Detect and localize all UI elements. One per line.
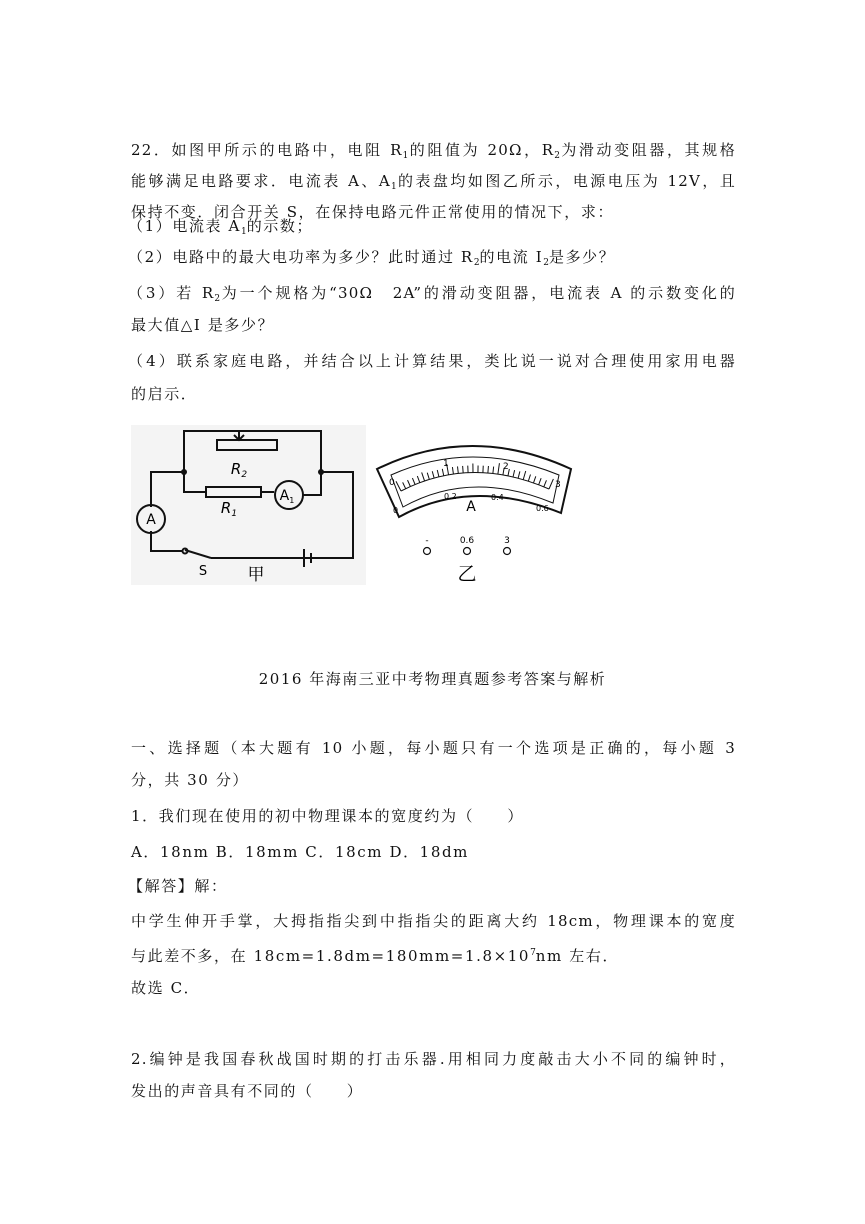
q2-stem-line-1: 2.编钟是我国春秋战国时期的打击乐器.用相同力度敲击大小不同的编钟时， (131, 1050, 736, 1068)
terminal-0.6-label: 0.6 (459, 536, 475, 546)
a-label: A (146, 512, 156, 528)
r2-label: $R_2$ (230, 460, 248, 480)
top-scale-3: 3 (555, 480, 561, 490)
q2-stem-line-2: 发出的声音具有不同的（ ） (131, 1082, 364, 1100)
q22-part-4-line-2: 的启示． (131, 385, 198, 403)
top-scale-0: 0 (389, 478, 395, 488)
bottom-scale-1: 0.2 (444, 492, 457, 501)
figure-svg (131, 425, 586, 585)
caption-yi: 乙 (457, 563, 477, 585)
answers-title: 2016 年海南三亚中考物理真题参考答案与解析 (258, 670, 607, 688)
q22-line-1: 22．如图甲所示的电路中，电阻 $R_1$的阻值为 20Ω，$R_2$为滑动变阻器，其规格 (131, 141, 736, 161)
q1-choice: 故选 C． (131, 979, 201, 997)
terminal-0.6-icon (464, 548, 471, 555)
r1-label: $R_1$ (220, 499, 238, 519)
q22-figure (131, 425, 586, 585)
unit-label: A (466, 499, 476, 515)
a1-label: $A_1$ (279, 488, 295, 505)
bottom-scale-0: 0 (393, 506, 399, 515)
terminal-minus-icon (424, 548, 431, 555)
q22-part-1: （1）电流表 $A_1$的示数； (128, 217, 314, 237)
bottom-scale-3: 0.6 (536, 504, 549, 513)
q22-part-3-line-2: 最大值△I 是多少？ (131, 316, 275, 334)
terminal-minus-label: - (425, 536, 429, 546)
s-label: S (198, 564, 208, 579)
q22-part-3-line-1: （3）若 $R_2$为一个规格为“30Ω 2A”的滑动变阻器，电流表 A 的示数变化的 (128, 284, 736, 304)
section-heading-line-1: 一、选择题（本大题有 10 小题，每小题只有一个选项是正确的，每小题 3 (131, 739, 736, 757)
q22-line-3: 保持不变．闭合开关 S，在保持电路元件正常使用的情况下，求： (131, 203, 615, 221)
ammeter-dial-yi (377, 446, 571, 585)
q1-explanation-line-2: 与此差不多，在 $18cm=1.8dm=180mm=1.8\times 10^7nm$ 左右． (131, 947, 620, 965)
q1-answer-label: 【解答】解： (128, 877, 228, 895)
terminal-3-label: 3 (504, 536, 510, 546)
caption-jia: 甲 (247, 565, 265, 585)
q1-stem: 1．我们现在使用的初中物理课本的宽度约为（ ） (131, 807, 524, 825)
top-scale-1: 1 (443, 459, 449, 469)
dial-tick (463, 466, 464, 473)
q22-part-4-line-1: （4）联系家庭电路，并结合以上计算结果，类比说一说对合理使用家用电器 (128, 352, 736, 370)
q1-options: A．18nm B．18mm C．18cm D．18dm (131, 843, 469, 861)
dial-tick (488, 466, 489, 473)
q1-explanation-line-1: 中学生伸开手掌，大拇指指尖到中指指尖的距离大约 18cm，物理课本的宽度 (131, 912, 736, 930)
q22-part-2: （2）电路中的最大电功率为多少？此时通过 $R_2$的电流 $I_2$是多少？ (128, 248, 616, 268)
top-scale-2: 2 (503, 462, 509, 472)
section-heading-line-2: 分，共 30 分） (131, 771, 250, 789)
bottom-scale-2: 0.4 (491, 493, 504, 502)
terminal-3-icon (504, 548, 511, 555)
q22-line-2: 能够满足电路要求．电流表 A、$A_1$的表盘均如图乙所示，电源电压为 12V，且 (131, 172, 737, 192)
